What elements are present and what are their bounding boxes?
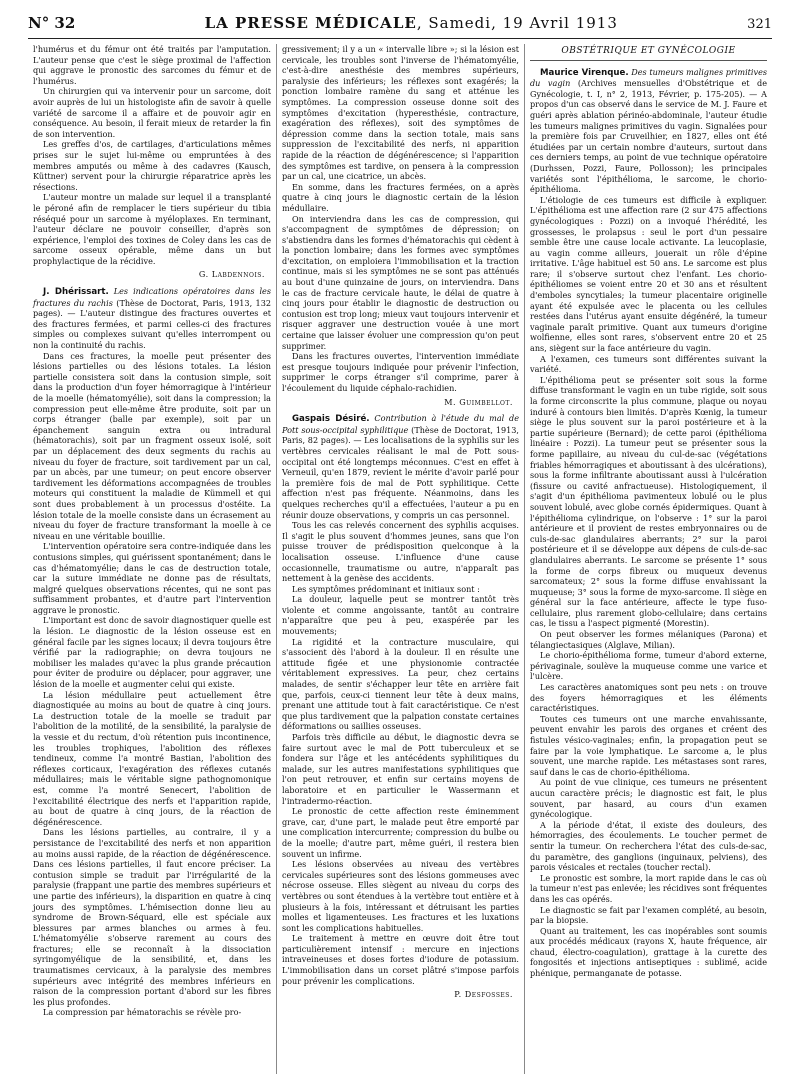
journal-masthead (205, 14, 618, 32)
paragraph: Dans ces fractures, la moelle peut présenter des lésions partielles ou des lésions totales. La lésion partielle consistera soit dans la contusion simple, soit dans la production d'un foyer hémorragique à l'intérieur de la moelle (hématomyélie), soit dans la compression; la compression peut elle-même être produite, soit par un corps étranger (balle par exemple), soit par un épanchement sanguin extra ou intradural (hématorachis), soit par un fragment osseux isolé, soit par un déplacement des deux segments du rachis au niveau du foyer de fracture, soit tardivement par un cal, par un abcès, par une tumeur; on peut encore observer tardivement les déformations accompagnées de troubles moteurs qui constituent la maladie de Kümmell et qui sont dues probablement à un processus d'ostéite. La lésion totale de la moelle consiste dans un écrasement au niveau du foyer de fracture transformant la moelle à ce niveau en une véritable bouillie. (33, 350, 271, 541)
paragraph: Dans les fractures ouvertes, l'intervention immédiate est presque toujours indiquée pour prévenir l'infection, supprimer le corps étranger s'il comprime, parer à l'écoulement du liquide céphalo-rachidien. (282, 351, 519, 393)
paragraph: gressivement; il y a un « intervalle libre »; si la lésion est cervicale, les troubles sont l'inverse de l'hématomyélie, c'est-à-dire anesthésie des membres supérieurs, paralysie des inférieurs; les réflexes sont exagérés; la ponction lombaire ramène du sang et atténue les symptômes. La compression osseuse donne soit des symptômes d'excitation (hyperesthésie, contracture, exagération des réflexes), soit des symptômes de dépression comme dans la section totale, mais sans suppression de l'excitabilité des nerfs, ni apparition rapide de la réaction de dégénérescence; si l'apparition des symptômes est tardive, on pensera à la compression par un cal, une cicatrice, un abcès. (282, 44, 519, 182)
paragraph: L'auteur montre un malade sur lequel il a transplanté le péroné afin de remplacer le tiers supérieur du tibia réséqué pour un sarcome à myéloplaxes. En terminant, l'auteur déclare ne pouvoir conseiller, d'après son expérience, l'emploi des toxines de Coley dans les cas de sarcome osseux opérable, même dans un but prophylactique de la récidive. (33, 192, 271, 266)
paragraph: Les greffes d'os, de cartilages, d'articulations mêmes prises sur le sujet lui-même ou empruntées à des membres amputés ou même à des cadavres (Kausch, Küttner) servent pour la chirurgie réparatrice après les résections. (33, 139, 271, 192)
column-2 (276, 44, 524, 1074)
paragraph: Les lésions observées au niveau des vertèbres cervicales supérieures sont des lésions gommeuses avec nécrose osseuse. Elles siègent au niveau du corps des vertèbres ou sont étendues à la vertèbre tout entière et à plusieurs à la fois, intéressant et détruisant les parties molles et ligamenteuses. Les fractures et les luxations sont les complications habituelles. (282, 859, 519, 933)
article-author: Gaspais Désiré. (292, 414, 370, 425)
signature: G. Labdennois. (198, 269, 265, 280)
article-author: J. Dhérissart. (43, 287, 109, 298)
journal-title: LA PRESSE MÉDICALE (204, 14, 417, 32)
article-reference: (Thèse de Doctorat, Paris, 1913, 132 pages). — L'auteur distingue des fractures ouvertes et des fractures fermées, et parmi celles-ci des fractures simples ou complexes suivant qu'elles interrompent ou non la continuité du rachis. (33, 297, 271, 351)
signature: M. Guimbellot. (444, 396, 513, 407)
paragraph: La compression par hématorachis se révèle pro- (43, 1007, 242, 1018)
paragraph: La douleur, laquelle peut se montrer tantôt très violente et comme angoissante, tantôt au contraire n'apparaître que peu à peu, exaspérée par les mouvements; (282, 594, 519, 637)
article-heading (33, 286, 271, 351)
paragraph: L'épithélioma peut se présenter soit sous la forme diffuse transformant le vagin en un tube rigide, soit sous la forme circonscrite la plus commune, plaque ou noyau induré à contours bien limités. D'après Kœnig, la tumeur siège le plus souvent sur la paroi postérieure et à la partie supérieure (Bernard); de cette paroi (épithélioma linéaire : Pozzi). La tumeur peut se présenter sous la forme papillaire, au niveau du cul-de-sac (végétations friables hémorragiques et aboutissant à des ulcérations), sous la forme infiltrante aboutissant aussi à l'ulcération (fissure ou cavité anfractueuse). Histologiquement, il s'agit d'un épithélioma pavimenteux lobulé ou le plus souvent lobulé, avec globe cornés épidermiques. Quant à l'épithélioma cylindrique, on l'observe : 1° sur la paroi antérieure et il provient de restes embryonnaires ou de culs-de-sac glandulaires aberrants; 2° sur la paroi postérieure et il se développe aux dépens de culs-de-sac glandulaires aberrants. Le sarcome se présente 1° sous la forme de corps fibreux ou muqueux devenus sarcomateux; 2° sous la forme diffuse envahissant la muqueuse; 3° sous la forme de myxo-sarcome. Il siège en général sur la face antérieure, affecte le type fuso-cellulaire, plus rarement globo-cellulaire; dans certains cas, le tissu a l'aspect pigmenté (Morestin). (530, 374, 767, 629)
paragraph: A l'examen, ces tumeurs sont différentes suivant la variété. (530, 353, 767, 375)
paragraph: Toutes ces tumeurs ont une marche envahissante, peuvent envahir les parois des organes et créent des fistules vésico-vaginales; enfin, la propagation peut se faire par la voie lymphatique. Le sarcome a, le plus souvent, une marche rapide. Les métastases sont rares, sauf dans le cas de chorio-épithélioma. (530, 713, 767, 777)
paragraph: En somme, dans les fractures fermées, on a après quatre à cinq jours le diagnostic certain de la lésion médullaire. (282, 181, 519, 213)
paragraph: Le chorio-épithélioma forme, tumeur d'abord externe, périvaginale, soulève la muqueuse comme une varice et l'ulcère. (530, 650, 767, 682)
issue-number: N° 32 (28, 14, 76, 32)
paragraph: Parfois très difficile au début, le diagnostic devra se faire surtout avec le mal de Pott tuberculeux et se fondera sur l'âge et les antécédents syphilitiques du malade, sur les autres manifestations syphilitiques que l'on peut retrouver, et enfin sur certains moyens de laboratoire et en particulier le Wassermann et l'intradermo-réaction. (282, 732, 519, 806)
paragraph: Au point de vue clinique, ces tumeurs ne présentent aucun caractère précis; le diagnostic est fait, le plus souvent, par hasard, au cours d'un examen gynécologique. (530, 777, 767, 820)
paragraph: L'intervention opératoire sera contre-indiquée dans les contusions simples, qui guérissent spontanément; dans le cas d'hématomyélie; dans le cas de destruction totale, car la suture immédiate ne donne pas de résultats, malgré quelques observations récentes, qui ne sont pas suffisamment probantes, et d'autre part l'intervention aggrave le pronostic. (33, 541, 271, 615)
paragraph: Les symptômes prédominant et initiaux sont : (292, 583, 480, 594)
column-3 (524, 44, 772, 1074)
paragraph: A la période d'état, il existe des douleurs, des hémorragies, des écoulements. Le toucher permet de sentir la tumeur. On recherchera l'état des culs-de-sac, du paramètre, des ganglions (inguinaux, pelviens), des parois vésicales et rectales (toucher rectal). (530, 819, 767, 873)
page-number: 321 (747, 17, 772, 32)
article-title: Les indications opératoires dans les fractures du rachis (33, 286, 271, 308)
article-title: Contribution à l'étude du mal de Pott sous-occipital syphilitique (282, 413, 520, 435)
paragraph: Le diagnostic se fait par l'examen complété, au besoin, par la biopsie. (530, 904, 767, 926)
article-author: Maurice Virenque. (540, 67, 629, 78)
paragraph: L'étiologie de ces tumeurs est difficile à expliquer. L'épithélioma est une affection rare (2 sur 475 affections gynécologiques : Pozzi) on a invoqué l'hérédité, les grossesses, le prolapsus : seul le port d'un pessaire semble être une cause locale activante. La leucoplasie, au vagin comme ailleurs, jouerait un rôle d'épine irritative. L'âge habituel est 50 ans. Le sarcome est plus rare; il s'observe surtout chez l'enfant. Les chorio-épithéliomes se voient entre 20 et 30 ans et résultent d'emboles syncytiales; la tumeur placentaire originelle ayant été expulsée avec le placenta ou les cellules restées dans l'utérus ayant ensuite dégénéré, la tumeur vaginale paraît primitive. Quant aux tumeurs d'origine wolfienne, elles sont rares, s'observent entre 20 et 25 ans, siègent sur la face antérieure du vagin. (530, 194, 767, 354)
paragraph: Tous les cas relevés concernent des syphilis acquises. Il s'agit le plus souvent d'hommes jeunes, sans que l'on puisse trouver de prédisposition quelconque à la localisation osseuse. L'influence d'une cause occasionnelle, traumatisme ou autre, n'apparaît pas nettement à la genèse des accidents. (282, 520, 519, 584)
paragraph: On interviendra dans les cas de compression, qui s'accompagnent de symptômes de dépression; on s'abstiendra dans les formes d'hématorachis qui cèdent à la ponction lombaire; dans les formes avec symptômes d'excitation, on emploiera l'immobilisation et la traction continue, mais si les symptômes ne se sont pas atténués au bout d'une quinzaine de jours, on interviendra. Dans le cas de fracture cervicale haute, le délai de quatre à cinq jours pour établir le diagnostic de destruction ou contusion est trop long; mieux vaut toujours intervenir et risquer aggraver une destruction vouée à une mort certaine que laisser évoluer une compression qu'on peut supprimer. (282, 213, 519, 351)
article-heading (282, 413, 519, 520)
paragraph: L'important est donc de savoir diagnostiquer quelle est la lésion. Le diagnostic de la lésion osseuse est en général facile par les signes locaux; il devra toujours être vérifié par la radiographie; on devra toujours ne mobiliser les malades qu'avec la plus grande précaution pour éviter de produire ou déplacer, pour aggraver, une lésion de la moelle et augmenter celui qui existe. (33, 615, 271, 690)
column-1 (28, 44, 276, 1074)
paragraph: Dans les lésions partielles, au contraire, il y a persistance de l'excitabilité des nerfs et non apparition au moins aussi rapide, de la réaction de dégénérescence. Dans ces lésions partielles, il faut encore préciser. La contusion simple se traduit par l'irrégularité de la paralysie (frappant une partie des membres supérieurs et une partie des inférieurs), la disparition en quatre à cinq jours des symptômes. L'hémisection donne lieu au syndrome de Brown-Séquard, elle est spéciale aux blessures par armes blanches ou armes à feu. L'hématomyélie s'observe rarement au cours des fractures; elle se reconnaît à la dissociation syringomyélique de la sensibilité, et, dans les traumatismes cervicaux, à la paralysie des membres supérieurs avec intégrité des membres inférieurs en raison de la compression portant d'abord sur les fibres les plus profondes. (33, 827, 271, 1007)
section-title: OBSTÉTRIQUE ET GYNÉCOLOGIE (530, 46, 767, 61)
article-columns (28, 44, 772, 1074)
paragraph: Quant au traitement, les cas inopérables sont soumis aux procédés médicaux (rayons X, haute fréquence, air chaud, électro-coagulation), grattage à la curette des fongosités et injections antiseptiques : sublimé, acide phénique, permanganate de potasse. (530, 925, 767, 979)
page-header (28, 14, 772, 39)
paragraph: On peut observer les formes mélaniques (Parona) et télangiectasiques (Alglave, Milian). (530, 629, 767, 650)
article-heading (530, 67, 767, 195)
paragraph: La rigidité et la contracture musculaire, qui s'associent dès l'abord à la douleur. Il en résulte une attitude figée et une physionomie contractée véritablement expressives. La peur, chez certains malades, de sentir s'échapper leur tête en arrière fait que, parfois, ceux-ci tiennent leur tête à deux mains, prenant une attitude tout à fait caractéristique. Ce n'est que plus tardivement que la palpation constate certaines déformations ou saillies osseuses. (282, 636, 519, 732)
article-title: Des tumeurs malignes primitives du vagin (530, 66, 768, 89)
signature: P. Desfosses. (454, 989, 513, 1000)
paragraph: l'humérus et du fémur ont été traités par l'amputation. L'auteur pense que c'est le siège proximal de l'affection qui aggrave le pronostic des sarcomes du fémur et de l'humérus. (33, 44, 271, 86)
paragraph: La lésion médullaire peut actuellement être diagnostiquée au moins au bout de quatre à cinq jours. La destruction totale de la moelle se traduit par l'abolition de la motilité, de la sensibilité, la paralysie de la vessie et du rectum, d'où rétention puis incontinence, les troubles trophiques, l'abolition des réflexes tendineux, comme l'a montré Bastian, l'abolition des réflexes corticaux, l'exagération des réflexes cutanés médullaires; mais le véritable signe pathognomonique est, comme l'a montré Senecert, l'abolition de l'excitabilité électrique des nerfs et l'apparition rapide, au bout de quatre à cinq jours, de la réaction de dégénérescence. (33, 689, 271, 827)
paragraph: Les caractères anatomiques sont peu nets : on trouve des foyers hémorragiques et les éléments caractéristiques. (530, 682, 767, 714)
article-reference: (Thèse de Doctorat, 1913, Paris, 82 pages). — Les localisations de la syphilis sur les vertèbres cervicales réalisant le mal de Pott sous-occipital ont été longtemps méconnues. C'est en effet à Verneuil, qu'en 1879, revient le mérite d'avoir parlé pour la première fois de mal de Pott syphilitique. Cette affection n'est pas fréquente. Néanmoins, dans les quelques recherches qu'il a effectuées, l'auteur a pu en réunir douze observations, y compris un cas personnel. (282, 424, 519, 520)
paragraph: Un chirurgien qui va intervenir pour un sarcome, doit avoir auprès de lui un histologiste afin de savoir à quelle variété de sarcome il a affaire et de pouvoir agir en conséquence. Au besoin, il ferait mieux de retarder la fin de son intervention. (33, 86, 271, 139)
issue-date: , Samedi, 19 Avril 1913 (416, 14, 618, 32)
paragraph: Le pronostic est sombre, la mort rapide dans le cas où la tumeur n'est pas enlevée; les récidives sont fréquentes dans les cas opérés. (530, 872, 767, 904)
paragraph: Le pronostic de cette affection reste éminemment grave, car, d'une part, le malade peut être emporté par une complication intercurrente; compression du bulbe ou de la moelle; d'autre part, même guéri, il restera bien souvent un infirme. (282, 806, 519, 859)
article-reference: (Archives mensuelles d'Obstétrique et de Gynécologie, t. I, n° 2, 1913, Février, p. 175-205). — A propos d'un cas observé dans le service de M. J. Faure et guéri après ablation périnéo-abdominale, l'auteur étudie les tumeurs malignes primitives du vagin. Signalées pour la première fois par Cruveilhier, en 1827, elles ont été étudiées par un certain nombre d'auteurs, surtout dans ces derniers temps, au point de vue technique opératoire (Durhssen, Pozzi, Faure, Pollosson); les principales variétés sont l'épithélioma, le sarcome, le chorio-épithélioma. (530, 78, 767, 195)
paragraph: Le traitement à mettre en œuvre doit être tout particulièrement intensif : mercure en injections intraveineuses et doses fortes d'iodure de potassium. L'immobilisation dans un corset plâtré s'impose parfois pour prévenir les complications. (282, 933, 519, 986)
